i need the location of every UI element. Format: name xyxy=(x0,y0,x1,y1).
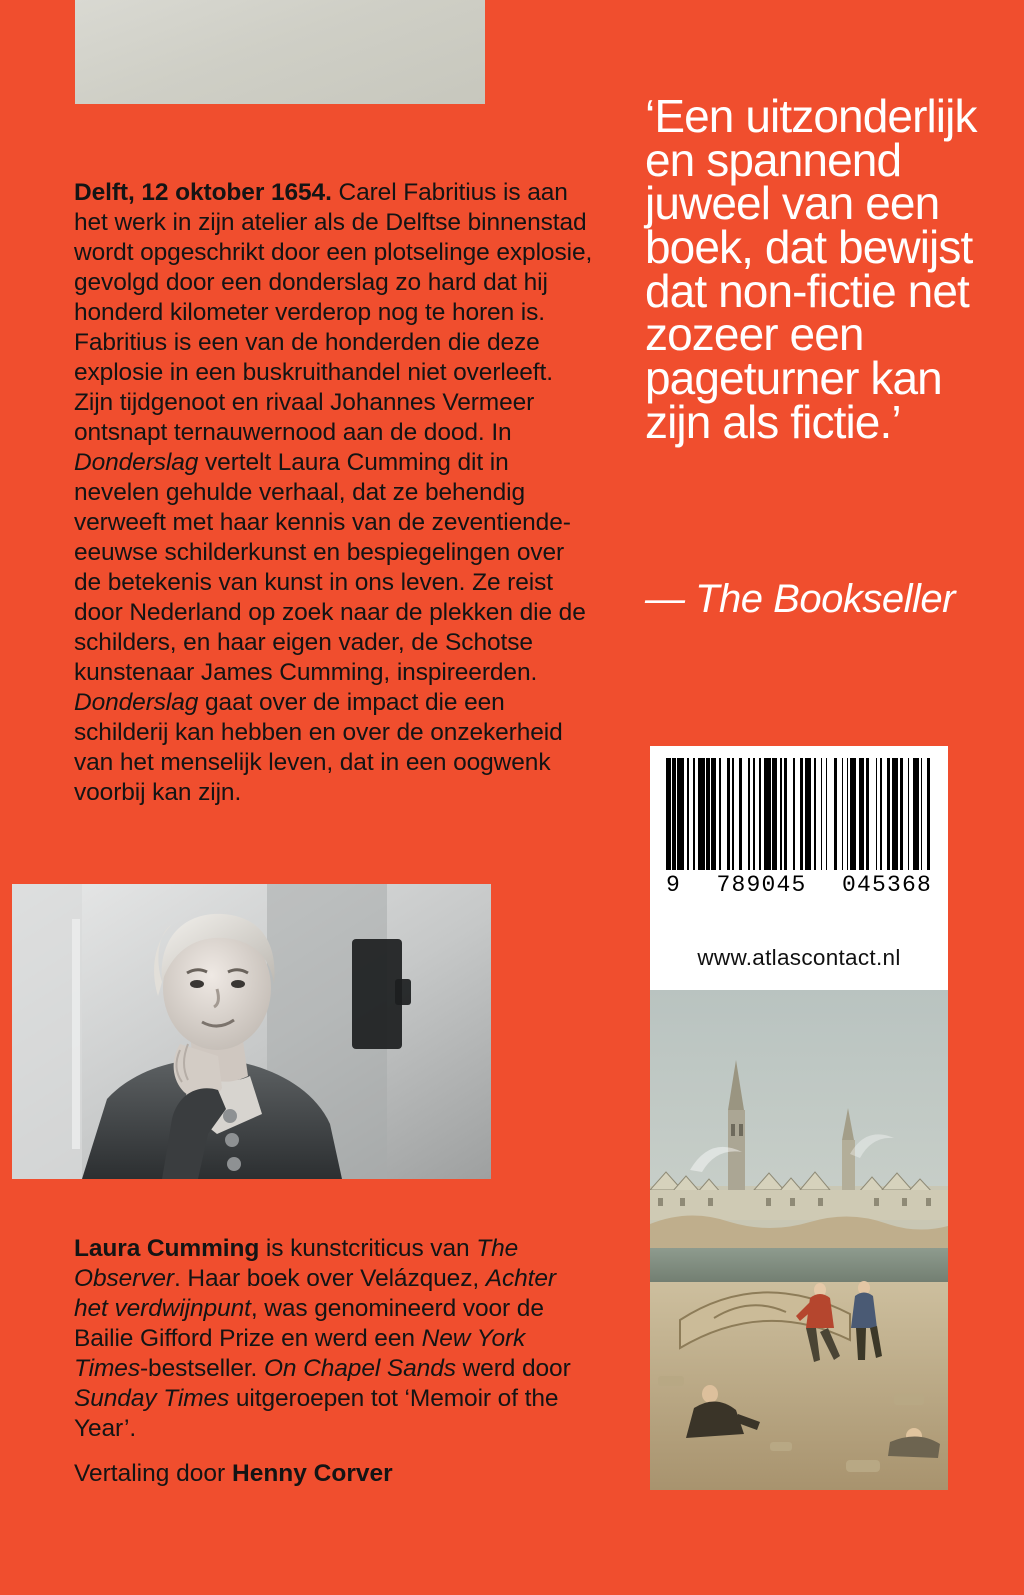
bio-publication-1: The Observer xyxy=(74,1235,519,1292)
blurb-book-title-2: Donderslag xyxy=(74,689,199,716)
bio-book-title-1: Achter het verdwijnpunt xyxy=(74,1265,556,1322)
bio-publication-2: New York Times xyxy=(74,1325,526,1382)
cover-paper-swatch xyxy=(75,0,485,104)
blurb-body-2: vertelt Laura Cumming dit in nevelen gehulde verhaal, dat ze behendig verweeft met haar kennis van de zeventiende-eeuwse schilderkunst en bespiegelingen over de betekenis van kunst in ons leven. Ze reist door Nederland op zoek naar de plekken die de schilders, en haar eigen vader, de Schotse kunstenaar James Cumming, inspireerden. xyxy=(74,449,586,686)
publisher-website[interactable]: www.atlascontact.nl xyxy=(650,926,948,990)
barcode xyxy=(650,746,948,926)
barcode-digit-group-3: 045368 xyxy=(841,872,932,898)
blurb-body-3: gaat over de impact die een schilderij kan hebben en over de onzekerheid van het menselijk leven, dat in een oogwenk voorbij kan zijn. xyxy=(74,689,563,806)
painting-detail-image xyxy=(650,990,948,1490)
bio-part-6: uitgeroepen tot ‘Memoir of the Year’. xyxy=(74,1385,559,1442)
blurb-book-title-1: Donderslag xyxy=(74,449,199,476)
translator-label: Vertaling door xyxy=(74,1460,232,1487)
barcode-digits xyxy=(666,872,932,898)
bio-part-4: -bestseller. xyxy=(139,1355,264,1382)
author-bio xyxy=(74,1234,584,1444)
bio-part-1: is kunstcriticus van xyxy=(259,1235,477,1262)
back-cover-blurb xyxy=(74,178,594,808)
barcode-bars xyxy=(666,758,932,870)
translator-name: Henny Corver xyxy=(232,1460,393,1487)
bio-book-title-2: On Chapel Sands xyxy=(263,1355,456,1382)
bio-author-name: Laura Cumming xyxy=(74,1235,260,1262)
author-portrait-image xyxy=(12,884,491,1179)
pull-quote: ‘Een uitzonderlijk en spannend juweel van een boek, dat bewijst dat non-fictie net zozeer een pageturner kan zijn als fictie.’ xyxy=(645,90,977,448)
bio-publication-3: Sunday Times xyxy=(74,1385,230,1412)
bio-part-2: . Haar boek over Velázquez, xyxy=(173,1265,486,1292)
bio-part-5: werd door xyxy=(455,1355,571,1382)
barcode-digit-group-1: 9 xyxy=(666,872,682,898)
bio-part-3: , was genomineerd voor de Bailie Gifford Prize en werd een xyxy=(74,1295,544,1352)
translator-credit xyxy=(74,1460,584,1488)
barcode-digit-group-2: 789045 xyxy=(716,872,807,898)
pull-quote-attribution: — The Bookseller xyxy=(645,577,955,621)
blurb-body-1: Carel Fabritius is aan het werk in zijn atelier als de Delftse binnenstad wordt opgeschrikt door een plotselinge explosie, gevolgd door een donderslag zo hard dat hij honderd kilometer verderop nog te horen is. Fabritius is een van de honderden die deze explosie in een buskruithandel niet overleeft. Zijn tijdgenoot en rivaal Johannes Vermeer ontsnapt ternauwernood aan de dood. In xyxy=(74,179,593,446)
blurb-lead: Delft, 12 oktober 1654. xyxy=(74,179,332,206)
